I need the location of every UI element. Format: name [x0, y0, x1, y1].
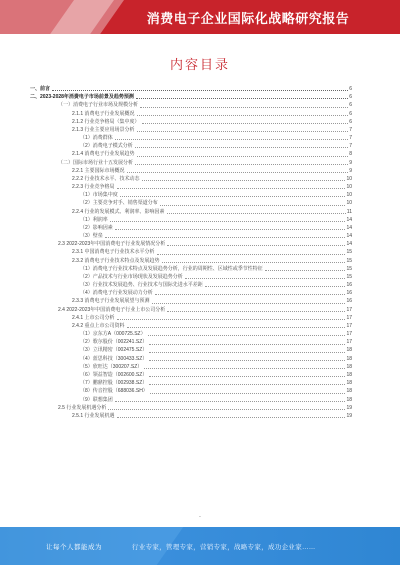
toc-entry[interactable]	[30, 134, 352, 142]
toc-entry-label: 2.2.3 行业竞争格局	[72, 184, 115, 191]
toc-entry-page: 6	[349, 102, 352, 109]
toc-entry-page: 19	[346, 404, 352, 411]
toc-entry-label: （4）消费电子行业发展动力分析	[80, 290, 153, 297]
toc-heading: 内容目录	[169, 57, 230, 72]
toc-entry-page: 18	[346, 388, 352, 395]
toc-entry-label: （2）影响因素	[80, 224, 113, 231]
toc-entry-label: （6）领益智造（002600.SZ）	[80, 372, 148, 378]
toc-entry-page: 18	[346, 347, 352, 354]
toc-entry-page: 14	[346, 233, 352, 240]
toc-entry-label: 2.3.1 中国消费电子行业技术水平分析	[72, 249, 155, 256]
toc-entry-label: （3）立讯精密（002475.SZ）	[80, 347, 148, 354]
toc-entry-label: 2.4.1 上市公司分析	[72, 314, 115, 321]
page-marker: -	[199, 514, 201, 520]
toc-entry-label: 2.1.2 行业竞争格局（集中度）	[72, 118, 140, 125]
toc-entry-label: 2.5 行业发展机遇分析	[58, 404, 107, 411]
toc-entry-page: 6	[349, 110, 352, 117]
toc-entry-page: 15	[346, 265, 352, 272]
toc-leader-dots	[105, 237, 346, 238]
toc-leader-dots	[142, 123, 349, 124]
toc-entry-page: 9	[349, 159, 352, 166]
toc-entry[interactable]	[30, 396, 352, 404]
toc-entry[interactable]	[30, 347, 352, 355]
toc-entry[interactable]	[30, 175, 352, 183]
toc-leader-dots	[152, 303, 346, 304]
toc-entry[interactable]	[30, 404, 352, 412]
toc-leader-dots	[110, 221, 346, 222]
toc-leader-dots	[162, 262, 346, 263]
toc-entry-label: 二、2023-2028年消费电子市场前景及趋势预测	[30, 94, 134, 101]
toc-leader-dots	[142, 180, 346, 181]
toc-entry-page: 17	[346, 339, 352, 346]
toc-entry-page: 8	[349, 151, 352, 158]
toc-entry-page: 18	[346, 363, 352, 370]
toc-entry-label: （2）产品技术与行业市场现状及发展趋势分析	[80, 273, 183, 280]
toc-entry-page: 6	[349, 85, 352, 92]
toc-entry[interactable]	[30, 142, 352, 150]
toc-entry[interactable]	[30, 355, 352, 363]
toc-entry-label: （5）欣旺达（300207.SZ）	[80, 363, 143, 370]
toc-leader-dots	[149, 376, 345, 377]
toc-entry[interactable]	[30, 216, 352, 224]
toc-entry-label: （一）消费电子行业市场及规模分析	[58, 102, 139, 109]
toc-entry-label: 2.2.4 行业的发展模式、利润率、影响因素	[72, 208, 165, 215]
toc-leader-dots	[140, 107, 348, 108]
toc-entry[interactable]	[30, 167, 352, 175]
toc-entry[interactable]	[30, 379, 352, 387]
toc-entry[interactable]	[30, 412, 352, 420]
toc-entry[interactable]	[30, 208, 352, 216]
toc-entry-label: （1）消费电子行业技术特点及发展趋势分析，行业的周期性、区域性或季节性特征	[80, 265, 263, 272]
toc-entry[interactable]	[30, 371, 352, 379]
toc-entry-page: 14	[346, 216, 352, 223]
toc-entry[interactable]	[30, 126, 352, 134]
toc-entry[interactable]	[30, 248, 352, 256]
toc-entry-label: （9）联想集团	[80, 396, 113, 403]
toc-entry[interactable]	[30, 240, 352, 248]
toc-leader-dots	[167, 245, 345, 246]
toc-leader-dots	[127, 327, 346, 328]
toc-entry-label: 2.4.2 重点上市公司资料	[72, 322, 125, 329]
toc-entry-label: 2.5.1 行业发展机遇	[72, 412, 115, 419]
toc-entry-label: （2）消费电子模式分析	[80, 143, 133, 150]
toc-entry-page: 14	[346, 241, 352, 248]
footer-banner	[0, 527, 400, 565]
toc-leader-dots	[155, 294, 346, 295]
toc-entry-page: 7	[349, 143, 352, 150]
toc-entry-page: 10	[346, 175, 352, 182]
toc-entry-page: 17	[346, 306, 352, 313]
toc-entry-page: 9	[349, 167, 352, 174]
toc-leader-dots	[185, 278, 346, 279]
report-title: 消费电子企业国际化战略研究报告	[146, 11, 350, 26]
toc-entry-page: 6	[349, 118, 352, 125]
toc-leader-dots	[135, 147, 348, 148]
toc-entry-page: 11	[346, 208, 352, 215]
toc-entry-page: 7	[349, 126, 352, 133]
toc-entry[interactable]	[30, 306, 352, 314]
toc-entry-page: 17	[346, 331, 352, 338]
toc-entry-label: （二）国际市场行业十五发展分析	[58, 159, 134, 166]
toc-entry-page: 10	[346, 184, 352, 191]
toc-leader-dots	[205, 286, 346, 287]
toc-entry-page: 15	[346, 249, 352, 256]
toc-entry-label: （1）市场集中度	[80, 192, 118, 199]
toc-leader-dots	[127, 172, 349, 173]
toc-leader-dots	[115, 229, 346, 230]
toc-entry-label: 2.1.1 消费电子行业发展概况	[72, 110, 135, 117]
toc-entry-page: 7	[349, 135, 352, 142]
toc-entry-label: （3）壁垒	[80, 233, 103, 240]
toc-leader-dots	[108, 409, 345, 410]
toc-entry-label: 2.1.4 消费电子行业发展趋势	[72, 151, 135, 158]
toc-entry-label: 2.2.1 主要国际市场概况	[72, 167, 125, 174]
toc-leader-dots	[117, 319, 346, 320]
toc-leader-dots	[265, 270, 346, 271]
toc-entry[interactable]	[30, 183, 352, 191]
toc-entry[interactable]	[30, 159, 352, 167]
toc-entry-page: 17	[346, 322, 352, 329]
toc-entry[interactable]	[30, 191, 352, 199]
toc-entry-page: 16	[346, 298, 352, 305]
toc-leader-dots	[149, 344, 345, 345]
toc-entry-label: （2）歌尔股份（002241.SZ）	[80, 339, 148, 346]
toc-entry[interactable]	[30, 273, 352, 281]
toc-entry[interactable]	[30, 232, 352, 240]
toc-leader-dots	[150, 393, 346, 394]
toc-leader-dots	[52, 90, 348, 91]
toc-entry-label: 2.2.2 行业技术水平、技术动态	[72, 175, 140, 182]
toc-entry[interactable]	[30, 199, 352, 207]
toc-leader-dots	[136, 98, 348, 99]
toc-entry[interactable]	[30, 224, 352, 232]
toc-entry-label: 2.4 2022-2023年中国消费电子行业上市公司分析	[58, 306, 166, 313]
toc-entry-page: 18	[346, 396, 352, 403]
toc-leader-dots	[137, 115, 349, 116]
toc-leader-dots	[167, 311, 345, 312]
toc-entry-page: 16	[346, 290, 352, 297]
toc-leader-dots	[149, 352, 345, 353]
toc-leader-dots	[157, 254, 346, 255]
toc-entry[interactable]	[30, 297, 352, 305]
toc-entry[interactable]	[30, 281, 352, 289]
toc-entry-page: 10	[346, 192, 352, 199]
footer-slogan: 让每个人都能成为	[46, 544, 102, 551]
toc-entry[interactable]	[30, 257, 352, 265]
toc-entry-page: 18	[346, 380, 352, 387]
toc-entry[interactable]	[30, 265, 352, 273]
toc-entry-page: 6	[349, 94, 352, 101]
toc-leader-dots	[115, 139, 348, 140]
toc-entry-label: （7）鹏鼎控股（002938.SZ）	[80, 380, 148, 387]
report-header	[0, 0, 400, 34]
toc-entry-page: 17	[346, 314, 352, 321]
footer-tagline: 行业专家，管理专家，营销专家，战略专家，成功企业家……	[132, 544, 316, 551]
toc-entry-label: （4）蓝思科技（300433.SZ）	[80, 355, 148, 362]
table-of-contents	[30, 85, 352, 420]
toc-leader-dots	[149, 360, 345, 361]
toc-entry[interactable]	[30, 338, 352, 346]
toc-entry[interactable]	[30, 110, 352, 118]
toc-entry[interactable]	[30, 101, 352, 109]
toc-leader-dots	[137, 156, 349, 157]
toc-entry[interactable]	[30, 85, 352, 93]
toc-entry-page: 15	[346, 257, 352, 264]
toc-entry-label: （8）传音控股（688036.SH）	[80, 388, 148, 395]
toc-leader-dots	[149, 384, 345, 385]
toc-entry[interactable]	[30, 330, 352, 338]
toc-entry[interactable]	[30, 118, 352, 126]
toc-entry-page: 18	[346, 355, 352, 362]
toc-entry-page: 18	[346, 372, 352, 378]
toc-entry-label: 2.3 2022-2023年中国消费电子行业发展情况分析	[58, 241, 166, 248]
toc-entry[interactable]	[30, 363, 352, 371]
toc-entry-label: （3）行业技术发展趋势、行业技术与国际先进水平差距	[80, 282, 203, 289]
toc-entry[interactable]	[30, 387, 352, 395]
toc-leader-dots	[160, 205, 346, 206]
toc-entry-label: 一、前言	[30, 85, 51, 92]
toc-entry-page: 10	[346, 200, 352, 207]
toc-entry[interactable]	[30, 314, 352, 322]
toc-entry-page: 19	[346, 412, 352, 419]
toc-entry-page: 16	[346, 282, 352, 289]
toc-entry[interactable]	[30, 289, 352, 297]
toc-leader-dots	[144, 368, 345, 369]
toc-entry-page: 15	[346, 273, 352, 280]
toc-leader-dots	[167, 213, 346, 214]
toc-entry-label: 2.1.3 行业主要应用场景分析	[72, 126, 135, 133]
toc-entry-label: （1）京东方A（000725.SZ）	[80, 331, 146, 338]
toc-entry[interactable]	[30, 93, 352, 101]
toc-leader-dots	[135, 164, 348, 165]
toc-leader-dots	[115, 401, 346, 402]
toc-entry[interactable]	[30, 322, 352, 330]
toc-leader-dots	[137, 131, 349, 132]
toc-leader-dots	[117, 188, 346, 189]
toc-entry-label: 2.3.2 消费电子行业技术特点及发展趋势	[72, 257, 160, 264]
toc-leader-dots	[120, 196, 346, 197]
toc-entry-label: （1）利润率	[80, 216, 108, 223]
toc-entry-label: （1）消费群体	[80, 135, 113, 142]
toc-leader-dots	[148, 335, 346, 336]
toc-leader-dots	[117, 417, 346, 418]
toc-entry-label: （2）主要竞争对手、销售渠道分布	[80, 200, 158, 207]
toc-entry-page: 14	[346, 224, 352, 231]
toc-entry-label: 2.3.3 消费电子行业发展展望与预测	[72, 298, 150, 305]
toc-entry[interactable]	[30, 150, 352, 158]
